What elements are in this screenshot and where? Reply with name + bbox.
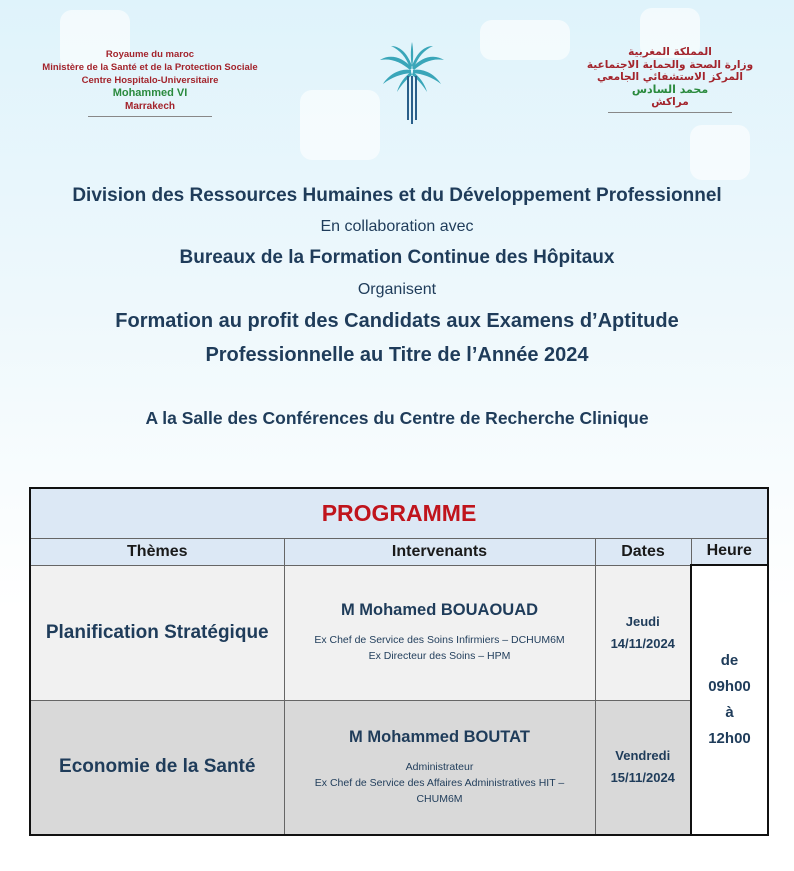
fr-line: Ministère de la Santé et de la Protection Sociale [42, 62, 258, 73]
theme-text: Planification Stratégique [45, 621, 269, 643]
division-title: Division des Ressources Humaines et du Développement Professionnel [72, 185, 722, 206]
fr-line: Centre Hospitalo-Universitaire [81, 75, 219, 86]
collaboration-text: En collaboration avec [320, 218, 474, 235]
ar-line: المملكة المغربية [628, 46, 712, 58]
speaker-cell [284, 700, 595, 835]
hour-line: de [720, 652, 739, 669]
speaker-detail: CHUM6M [416, 792, 463, 805]
speaker-detail: Administrateur [405, 760, 474, 773]
date-value: 14/11/2024 [610, 635, 675, 651]
letterhead [0, 0, 794, 140]
hour-cell [691, 565, 768, 835]
ar-line: محمد السادس [631, 82, 709, 96]
speaker-name: M Mohammed BOUTAT [349, 727, 530, 746]
formation-title-line1: Formation au profit des Candidats aux Examens d’Aptitude [115, 310, 679, 332]
palm-tree-logo-icon [377, 42, 447, 126]
arabic-institution-name [580, 46, 760, 113]
theme-cell [30, 565, 284, 700]
column-header-heure: Heure [691, 538, 768, 565]
ar-line: المركز الاستشفائي الجامعي [597, 71, 743, 83]
venue-text: A la Salle des Conférences du Centre de Recherche Clinique [145, 408, 649, 428]
speaker-detail: Ex Directeur des Soins – HPM [368, 650, 511, 662]
bureaux-title: Bureaux de la Formation Continue des Hôpitaux [179, 247, 615, 268]
hour-line: 09h00 [708, 678, 751, 695]
date-day: Vendredi [615, 748, 671, 764]
table-row [30, 565, 768, 700]
hour-line: 12h00 [708, 730, 751, 747]
programme-title: PROGRAMME [30, 488, 768, 538]
organisent-text: Organisent [357, 281, 437, 298]
divider [608, 112, 732, 113]
speaker-name: M Mohamed BOUAOUAD [340, 601, 539, 619]
date-cell [595, 700, 691, 835]
speaker-detail: Ex Chef de Service des Affaires Administratives HIT – [314, 776, 565, 789]
speaker-cell [284, 565, 595, 700]
divider [88, 116, 212, 117]
fr-line: Royaume du maroc [105, 49, 195, 60]
column-header-themes: Thèmes [30, 538, 284, 565]
date-cell [595, 565, 691, 700]
theme-text: Economie de la Santé [59, 756, 256, 778]
programme-table [29, 487, 769, 836]
fr-line: Marrakech [124, 101, 176, 112]
date-day: Jeudi [625, 613, 660, 629]
speaker-detail: Ex Chef de Service des Soins Infirmiers – DCHUM6M [314, 634, 565, 646]
formation-title-line2: Professionnelle au Titre de l’Année 2024 [205, 344, 589, 366]
french-institution-name [40, 48, 260, 117]
date-value: 15/11/2024 [610, 770, 675, 786]
ar-line: مراكش [651, 96, 689, 108]
ar-line: وزارة الصحة والحماية الاجتماعية [586, 58, 754, 71]
theme-cell [30, 700, 284, 835]
table-row [30, 700, 768, 835]
column-header-intervenants: Intervenants [284, 538, 595, 565]
fr-line: Mohammed VI [112, 87, 188, 99]
hour-line: à [725, 704, 734, 721]
column-header-dates: Dates [595, 538, 691, 565]
